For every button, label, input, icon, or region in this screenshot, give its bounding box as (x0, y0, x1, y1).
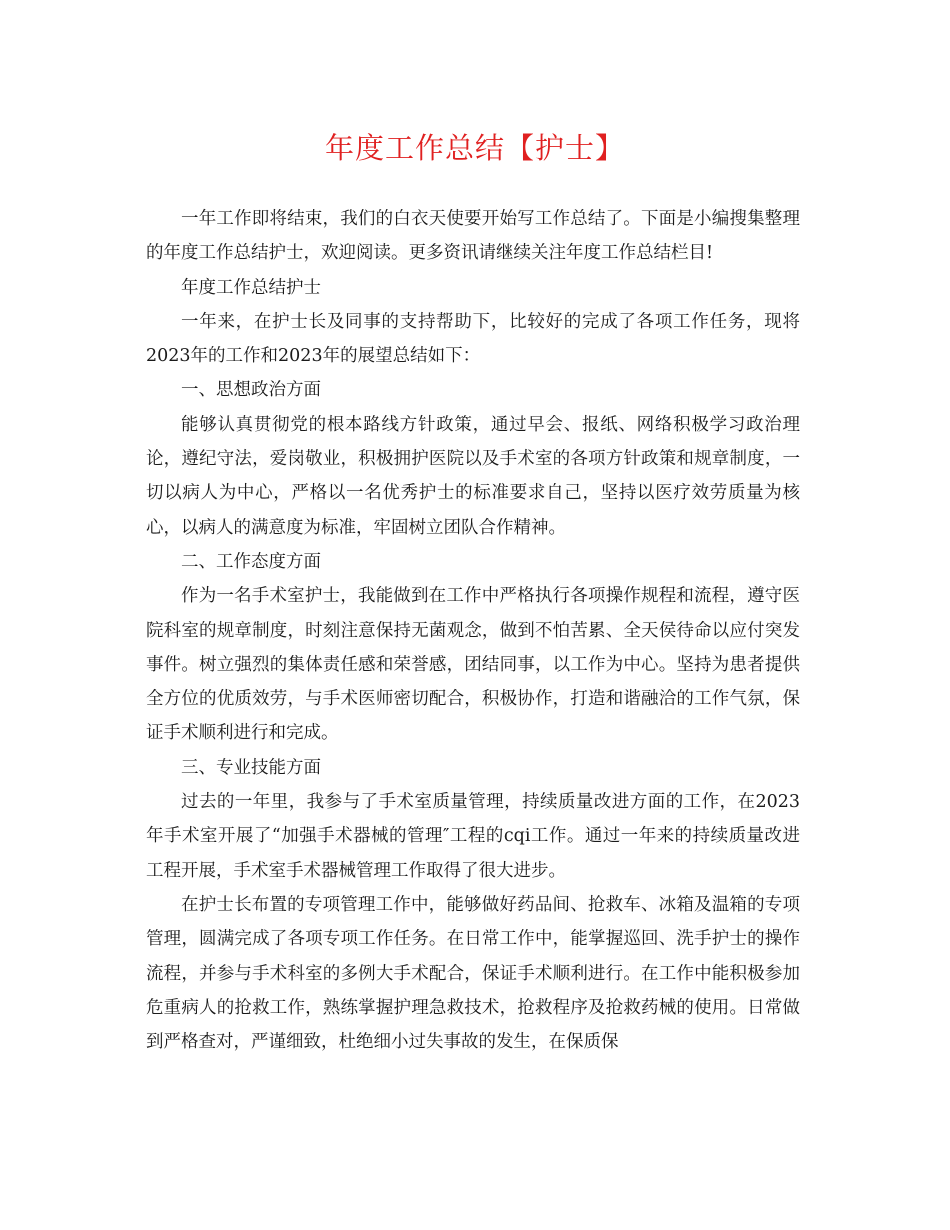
paragraph-intro: 一年工作即将结束，我们的白衣天使要开始写工作总结了。下面是小编搜集整理的年度工作总结护士，欢迎阅读。更多资讯请继续关注年度工作总结栏目! (146, 209, 800, 264)
section-heading-attitude: 二、工作态度方面 (181, 551, 321, 572)
section-heading-political: 一、思想政治方面 (181, 380, 321, 401)
paragraph-skills-1: 过去的一年里，我参与了手术室质量管理，持续质量改进方面的工作，在2023年手术室开展了“加强手术器械的管理″工程的cqi工作。通过一年来的持续质量改进工程开展，手术室手术器械管理工作取得了很大进步。 (146, 792, 800, 881)
paragraph-attitude: 作为一名手术室护士，我能做到在工作中严格执行各项操作规程和流程，遵守医院科室的规章制度，时刻注意保持无菌观念，做到不怕苦累、全天侯待命以应付突发事件。树立强烈的集体责任感和荣誉感，团结同事，以工作为中心。坚持为患者提供全方位的优质效劳，与手术医师密切配合，积极协作，打造和谐融洽的工作气氛，保证手术顺利进行和完成。 (146, 586, 800, 744)
document-title: 年度工作总结【护士】 (324, 131, 625, 165)
paragraph-skills-2: 在护士长布置的专项管理工作中，能够做好药品间、抢救车、冰箱及温箱的专项管理，圆满完成了各项专项工作任务。在日常工作中，能掌握巡回、洗手护士的操作流程，并参与手术科室的多例大手术配合，保证手术顺利进行。在工作中能积极参加危重病人的抢救工作，熟练掌握护理急救技术，抢救程序及抢救药械的使用。日常做到严格查对，严谨细致，杜绝细小过失事故的发生，在保质保 (146, 894, 800, 1053)
paragraph-political: 能够认真贯彻党的根本路线方针政策，通过早会、报纸、网络积极学习政治理论，遵纪守法，爱岗敬业，积极拥护医院以及手术室的各项方针政策和规章制度，一切以病人为中心，严格以一名优秀护士的标准要求自己，坚持以医疗效劳质量为核心，以病人的满意度为标准，牢固树立团队合作精神。 (146, 414, 800, 538)
section-heading-skills: 三、专业技能方面 (181, 757, 321, 778)
paragraph-subtitle: 年度工作总结护士 (181, 277, 321, 298)
document-body (146, 202, 800, 1059)
paragraph-overview: 一年来，在护士长及同事的支持帮助下，比较好的完成了各项工作任务，现将2023年的工作和2023年的展望总结如下： (146, 311, 800, 367)
